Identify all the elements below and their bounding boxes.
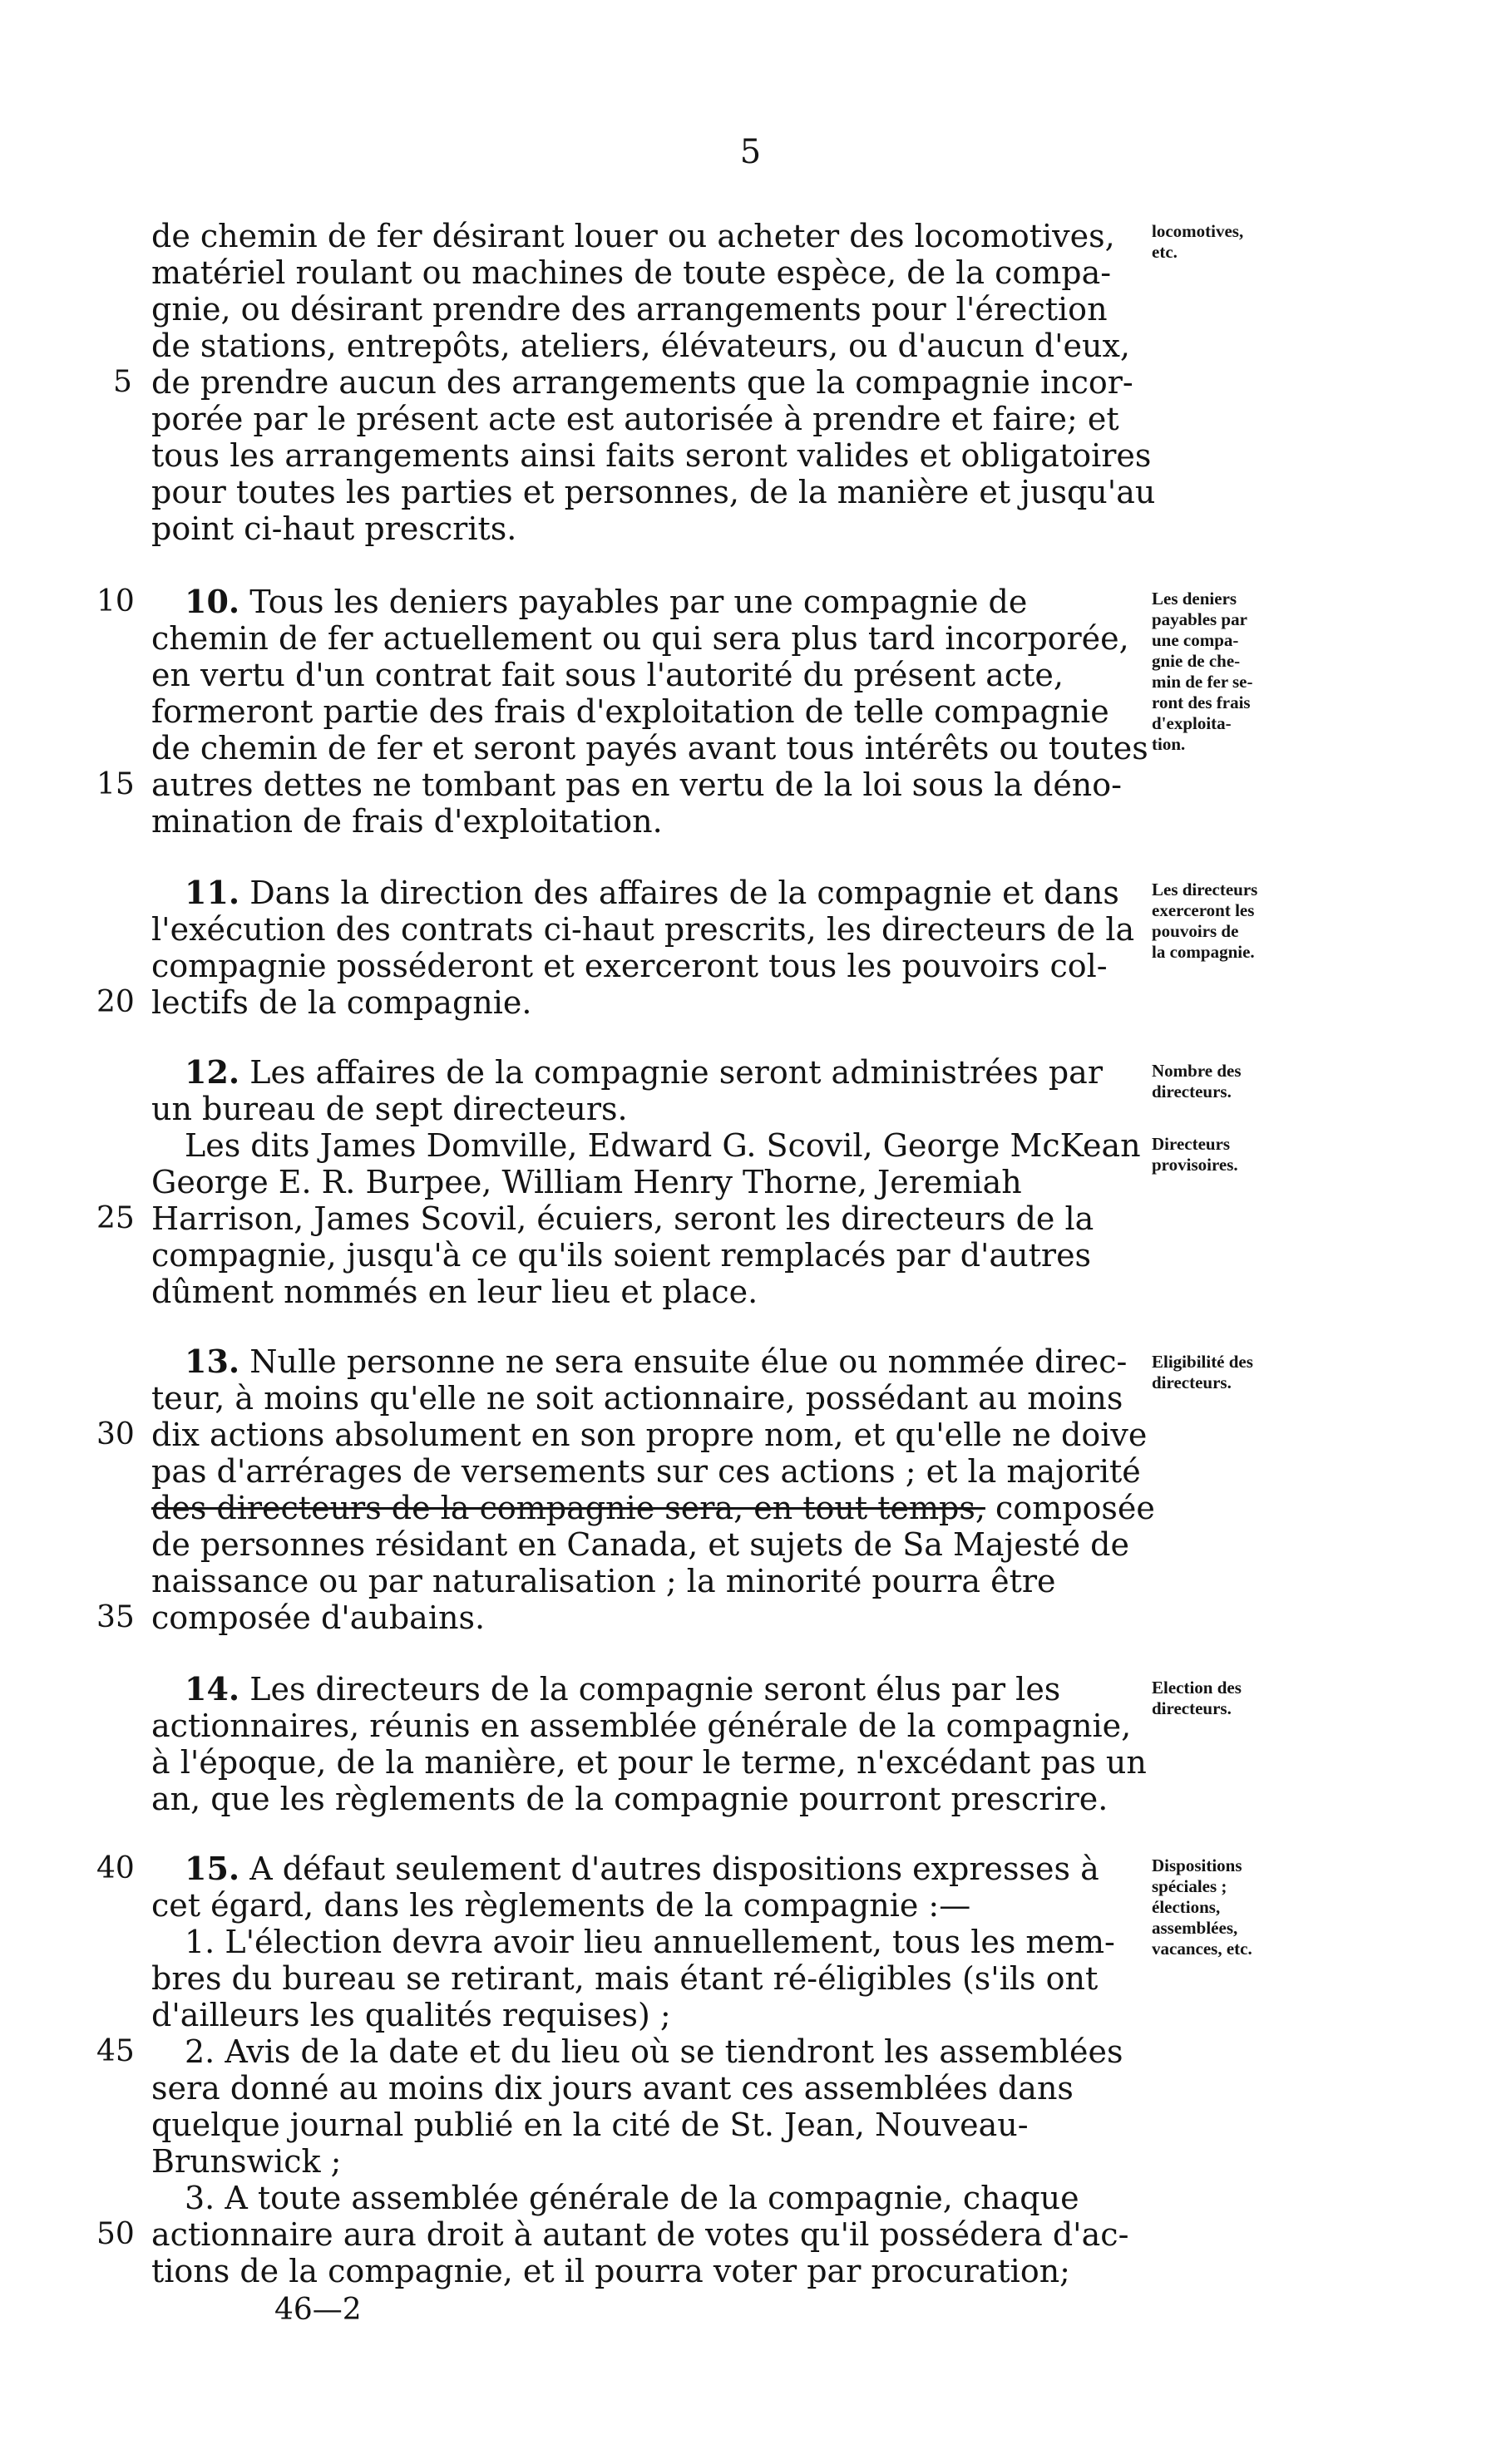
text-line: chemin de fer actuellement ou qui sera plus tard incorporée, [151,620,1129,657]
text-line: George E. R. Burpee, William Henry Thorne, Jeremiah [151,1164,1022,1200]
text-line: cet égard, dans les règlements de la compagnie :— [151,1887,971,1924]
text-line: 12. Les affaires de la compagnie seront administrées par [185,1053,1103,1091]
text-line: point ci-haut prescrits. [151,510,517,547]
line-number: 10 [96,584,135,618]
text-line: porée par le présent acte est autorisée à prendre et faire; et [151,401,1119,437]
text-line: Brunswick ; [151,2143,342,2180]
margin-note: Directeurs provisoires. [1152,1134,1238,1175]
text-line: actionnaires, réunis en assemblée générale de la compagnie, [151,1708,1132,1744]
text-line: compagnie, jusqu'à ce qu'ils soient remplacés par d'autres [151,1237,1092,1274]
margin-note: Dispositions spéciales ; élections, assemblées, vacances, etc. [1152,1855,1252,1959]
line-number: 15 [96,767,135,801]
text-line: de personnes résidant en Canada, et sujets de Sa Majesté de [151,1526,1129,1563]
text-line: de chemin de fer et seront payés avant tous intérêts ou toutes [151,730,1148,766]
text-line: compagnie posséderont et exerceront tous les pouvoirs col- [151,948,1108,984]
text-line: composée d'aubains. [151,1599,486,1636]
line-number: 50 [96,2217,135,2251]
text-line: 10. Tous les deniers payables par une compagnie de [185,583,1028,620]
text-line: bres du bureau se retirant, mais étant ré-éligibles (s'ils ont [151,1960,1099,1997]
text-line: 11. Dans la direction des affaires de la compagnie et dans [185,874,1119,911]
text-line: pour toutes les parties et personnes, de la manière et jusqu'au [151,474,1156,510]
text-line: 1. L'élection devra avoir lieu annuellement, tous les mem- [185,1924,1115,1960]
line-number: 45 [96,2034,135,2068]
text-line: sera donné au moins dix jours avant ces assemblées dans [151,2070,1074,2107]
text-line: an, que les règlements de la compagnie pourront prescrire. [151,1781,1108,1817]
text-line: 14. Les directeurs de la compagnie seront élus par les [185,1670,1061,1708]
section-number: 12. [185,1053,240,1091]
margin-note: Les directeurs exerceront les pouvoirs de la compagnie. [1152,880,1258,962]
text-line: dûment nommés en leur lieu et place. [151,1274,758,1310]
text-line: 15. A défaut seulement d'autres dispositions expresses à [185,1850,1099,1887]
margin-note: Nombre des directeurs. [1152,1061,1242,1101]
line-number: 25 [96,1201,135,1235]
text-line: tions de la compagnie, et il pourra voter par procuration; [151,2253,1070,2289]
text-line: tous les arrangements ainsi faits seront valides et obligatoires [151,437,1152,474]
margin-note: locomotives, etc. [1152,221,1244,262]
text-line: de prendre aucun des arrangements que la compagnie incor- [151,364,1133,401]
text-line: de stations, entrepôts, ateliers, élévateurs, ou d'aucun d'eux, [151,328,1130,364]
text-line: d'ailleurs les qualités requises) ; [151,1997,671,2033]
text-line: quelque journal publié en la cité de St. Jean, Nouveau- [151,2107,1029,2143]
text-line: Harrison, James Scovil, écuiers, seront les directeurs de la [151,1200,1094,1237]
text-line: 13. Nulle personne ne sera ensuite élue ou nommée direc- [185,1343,1128,1380]
text-line: matériel roulant ou machines de toute espèce, de la compa- [151,254,1112,291]
text-line: l'exécution des contrats ci-haut prescrits, les directeurs de la [151,911,1135,948]
text-line: des directeurs de la compagnie sera, en tout temps, composée [151,1490,1155,1526]
line-number: 5 [113,365,132,399]
text-line: naissance ou par naturalisation ; la minorité pourra être [151,1563,1056,1599]
text-line: un bureau de sept directeurs. [151,1091,628,1127]
margin-note: Les deniers payables par une compa- gnie de che- min de fer se- ront des frais d'exploita- tion. [1152,589,1253,754]
text-line: teur, à moins qu'elle ne soit actionnaire, possédant au moins [151,1380,1123,1417]
margin-note: Election des directeurs. [1152,1678,1242,1718]
text-line: lectifs de la compagnie. [151,984,532,1021]
page-number: 5 [739,133,762,171]
line-number: 20 [96,985,135,1019]
line-number: 40 [96,1851,135,1885]
text-line: mination de frais d'exploitation. [151,803,663,840]
section-number: 10. [185,583,240,620]
margin-note: Eligibilité des directeurs. [1152,1352,1253,1392]
text-line: autres dettes ne tombant pas en vertu de la loi sous la déno- [151,766,1122,803]
text-line: pas d'arrérages de versements sur ces actions ; et la majorité [151,1453,1141,1490]
text-line: actionnaire aura droit à autant de votes qu'il possédera d'ac- [151,2216,1129,2253]
section-number: 14. [185,1670,240,1708]
text-line: Les dits James Domville, Edward G. Scovil, George McKean [185,1127,1141,1164]
line-number: 30 [96,1417,135,1451]
text-line: dix actions absolument en son propre nom, et qu'elle ne doive [151,1417,1148,1453]
text-line: en vertu d'un contrat fait sous l'autorité du présent acte, [151,657,1064,693]
struck-text: des directeurs de la compagnie sera, en tout temps, [151,1490,985,1526]
line-number: 35 [96,1600,135,1634]
text-line: gnie, ou désirant prendre des arrangements pour l'érection [151,291,1108,328]
signature-mark: 46—2 [274,2293,362,2327]
text-line: 2. Avis de la date et du lieu où se tiendront les assemblées [185,2033,1123,2070]
section-number: 13. [185,1343,240,1380]
text-line: 3. A toute assemblée générale de la compagnie, chaque [185,2180,1079,2216]
section-number: 11. [185,874,240,911]
text-line: formeront partie des frais d'exploitation de telle compagnie [151,693,1109,730]
text-line: de chemin de fer désirant louer ou acheter des locomotives, [151,218,1115,254]
text-line: à l'époque, de la manière, et pour le terme, n'excédant pas un [151,1744,1147,1781]
section-number: 15. [185,1850,240,1887]
